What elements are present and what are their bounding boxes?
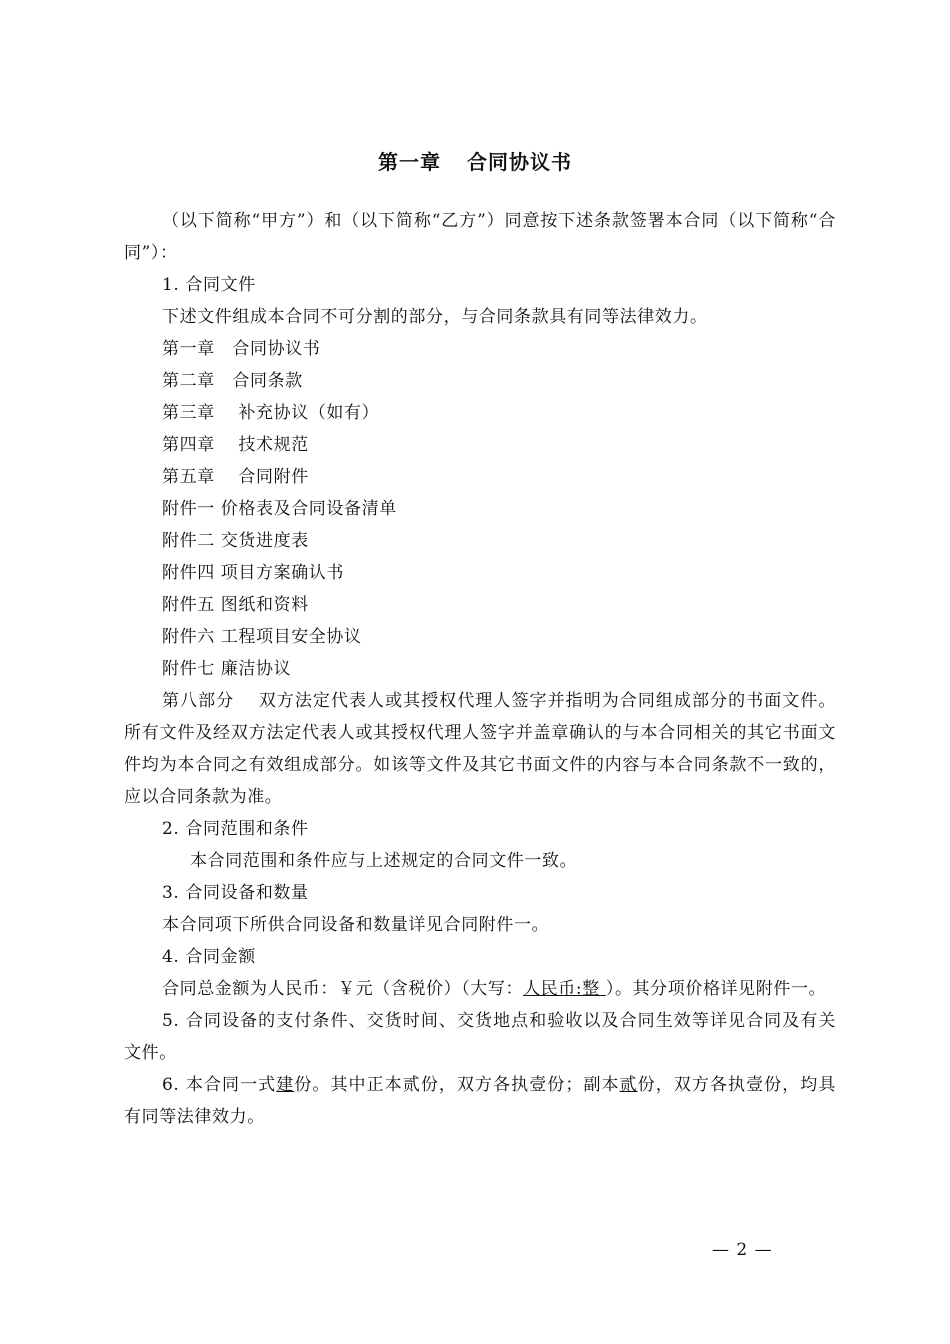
section-1-lead: 下述文件组成本合同不可分割的部分，与合同条款具有同等法律效力。 xyxy=(162,307,708,327)
list-item: 第五章 合同附件 xyxy=(162,467,309,487)
section-3-heading: 3. 合同设备和数量 xyxy=(162,883,309,903)
amount-text-after: ）。其分项价格详见附件一。 xyxy=(605,979,827,999)
list-item: 附件六 工程项目安全协议 xyxy=(162,627,362,647)
section-4-heading: 4. 合同金额 xyxy=(162,947,256,967)
section-6-part-1: 6. 本合同一式 xyxy=(162,1075,277,1095)
list-item: 第四章 技术规范 xyxy=(162,435,309,455)
copies-duplicate: 贰 xyxy=(619,1075,638,1095)
section-6-part-3: 份，双方各执壹份，均具有同等法律效力。 xyxy=(124,1075,836,1127)
section-5-paragraph: 5. 合同设备的支付条件、交货时间、交货地点和验收以及合同生效等详见合同及有关文件。 xyxy=(124,1011,836,1063)
document-body xyxy=(124,205,836,1133)
list-item: 第三章 补充协议（如有） xyxy=(162,403,380,423)
section-4-text xyxy=(124,973,836,1005)
section-3-text: 本合同项下所供合同设备和数量详见合同附件一。 xyxy=(162,915,550,935)
list-item: 附件一 价格表及合同设备清单 xyxy=(162,499,397,519)
intro-paragraph: （以下简称“甲方”）和（以下简称“乙方”）同意按下述条款签署本合同（以下简称“合同”）： xyxy=(124,211,836,263)
section-6-paragraph xyxy=(124,1069,836,1133)
page-title xyxy=(0,146,950,175)
list-item: 附件五 图纸和资料 xyxy=(162,595,309,615)
part-8-paragraph: 第八部分 双方法定代表人或其授权代理人签字并指明为合同组成部分的书面文件。所有文件及经双方法定代表人或其授权代理人签字并盖章确认的与本合同相关的其它书面文件均为本合同之有效组成部分。如该等文件及其它书面文件的内容与本合同条款不一致的，应以合同条款为准。 xyxy=(124,691,836,807)
list-item: 第一章 合同协议书 xyxy=(162,339,321,359)
section-2-text: 本合同范围和条件应与上述规定的合同文件一致。 xyxy=(190,851,578,871)
section-1-heading: 1. 合同文件 xyxy=(162,275,256,295)
page-number: — 2 — xyxy=(712,1240,773,1260)
section-6-part-2: 份。其中正本贰份，双方各执壹份；副本 xyxy=(294,1075,620,1095)
amount-in-words: 人民币:整 xyxy=(523,979,606,999)
list-item: 附件二 交货进度表 xyxy=(162,531,309,551)
section-2-heading: 2. 合同范围和条件 xyxy=(162,819,309,839)
list-item: 附件四 项目方案确认书 xyxy=(162,563,345,583)
list-item: 附件七 廉洁协议 xyxy=(162,659,292,679)
document-list xyxy=(124,333,836,685)
chapter-name: 合同协议书 xyxy=(467,150,572,174)
list-item: 第二章 合同条款 xyxy=(162,371,303,391)
copies-total: 建 xyxy=(276,1075,295,1095)
chapter-number: 第一章 xyxy=(378,150,441,174)
amount-text-before: 合同总金额为人民币：￥元（含税价）（大写： xyxy=(162,979,524,999)
